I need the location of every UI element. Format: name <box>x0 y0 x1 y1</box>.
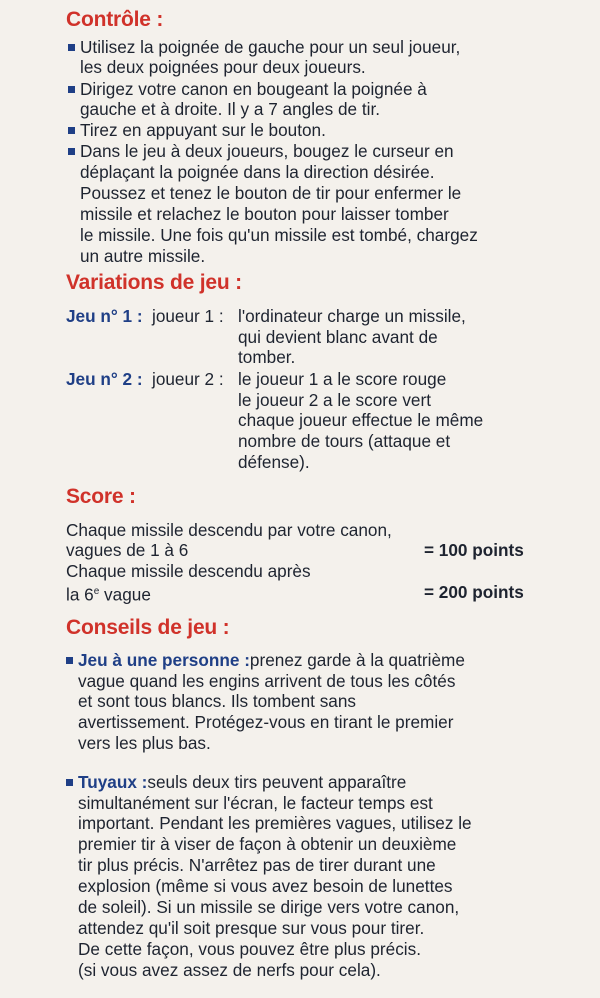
bullet-icon <box>68 86 75 93</box>
controle-b1-l2: les deux poignées pour deux joueurs. <box>80 57 366 77</box>
tip1-first-line <box>78 650 465 670</box>
game2-label: Jeu n° 2 : <box>66 369 143 389</box>
controle-heading: Contrôle : <box>66 8 164 31</box>
game1-line1: l'ordinateur charge un missile, <box>238 306 466 326</box>
tip2-line7: attendez qu'il soit presque sur vous pour tirer. <box>78 918 425 938</box>
game1-label: Jeu n° 1 : <box>66 306 143 326</box>
tip2-line9: (si vous avez assez de nerfs pour cela). <box>78 960 381 980</box>
tip1-line2: et sont tous blancs. Ils tombent sans <box>78 691 357 711</box>
game2-line3: chaque joueur effectue le même <box>238 410 484 430</box>
game1-line2: qui devient blanc avant de <box>238 327 438 347</box>
bullet-icon <box>66 779 73 786</box>
tip2-line5: explosion (même si vous avez besoin de lunettes <box>78 876 453 896</box>
bullet-icon <box>66 657 73 664</box>
controle-b4-l5: le missile. Une fois qu'un missile est tombé, chargez <box>80 225 478 245</box>
controle-b4-l2: déplaçant la poignée dans la direction désirée. <box>80 162 435 182</box>
tip2-label: Tuyaux : <box>78 772 148 792</box>
score-points-1: = 100 points <box>424 540 524 560</box>
controle-b4-l3: Poussez et tenez le bouton de tir pour enfermer le <box>80 183 462 203</box>
tip2-line3: premier tir à viser de façon à obtenir un deuxième <box>78 834 457 854</box>
score-line1: Chaque missile descendu par votre canon, <box>66 520 392 540</box>
tip1-line1: vague quand les engins arrivent de tous les côtés <box>78 671 456 691</box>
controle-b4-l1: Dans le jeu à deux joueurs, bougez le curseur en <box>80 141 454 161</box>
tip1-label: Jeu à une personne : <box>78 650 250 670</box>
tip1-line3: avertissement. Protégez-vous en tirant le premier <box>78 712 454 732</box>
game2-line2: le joueur 2 a le score vert <box>238 390 431 410</box>
conseils-heading: Conseils de jeu : <box>66 616 230 639</box>
game1-player: joueur 1 : <box>152 306 224 326</box>
score-line2: vagues de 1 à 6 <box>66 540 189 560</box>
controle-b4-l6: un autre missile. <box>80 246 206 266</box>
tip2-first-line <box>78 772 406 792</box>
game2-player: joueur 2 : <box>152 369 224 389</box>
score-line4-post: vague <box>99 584 151 605</box>
bullet-icon <box>68 148 75 155</box>
tip2-line1: simultanément sur l'écran, le facteur temps est <box>78 793 433 813</box>
score-line4-sup: e <box>93 586 100 597</box>
tip2-line4: tir plus précis. N'arrêtez pas de tirer durant une <box>78 855 436 875</box>
controle-b1-l1: Utilisez la poignée de gauche pour un seul joueur, <box>80 37 461 57</box>
score-points-2: = 200 points <box>424 582 524 602</box>
controle-b4-l4: missile et relachez le bouton pour laisser tomber <box>80 204 449 224</box>
score-line3: Chaque missile descendu après <box>66 561 311 581</box>
tip2-line2: important. Pendant les premières vagues, utilisez le <box>78 813 472 833</box>
bullet-icon <box>68 44 75 51</box>
controle-b2-l1: Dirigez votre canon en bougeant la poignée à <box>80 79 427 99</box>
tip2-line8: De cette façon, vous pouvez être plus précis. <box>78 939 421 959</box>
tip2-first: seuls deux tirs peuvent apparaître <box>147 772 407 792</box>
game2-line5: défense). <box>238 452 310 472</box>
game1-line3: tomber. <box>238 347 296 367</box>
score-line4 <box>66 582 151 605</box>
tip2-line6: de soleil). Si un missile se dirige vers votre canon, <box>78 897 460 917</box>
variations-heading: Variations de jeu : <box>66 271 242 294</box>
score-line4-pre: la 6 <box>66 584 94 605</box>
score-heading: Score : <box>66 485 136 508</box>
tip1-line4: vers les plus bas. <box>78 733 211 753</box>
bullet-icon <box>68 127 75 134</box>
controle-b3-l1: Tirez en appuyant sur le bouton. <box>80 120 326 140</box>
controle-b2-l2: gauche et à droite. Il y a 7 angles de tir. <box>80 99 381 119</box>
game2-line4: nombre de tours (attaque et <box>238 431 451 451</box>
game2-line1: le joueur 1 a le score rouge <box>238 369 447 389</box>
tip1-first: prenez garde à la quatrième <box>249 650 465 670</box>
